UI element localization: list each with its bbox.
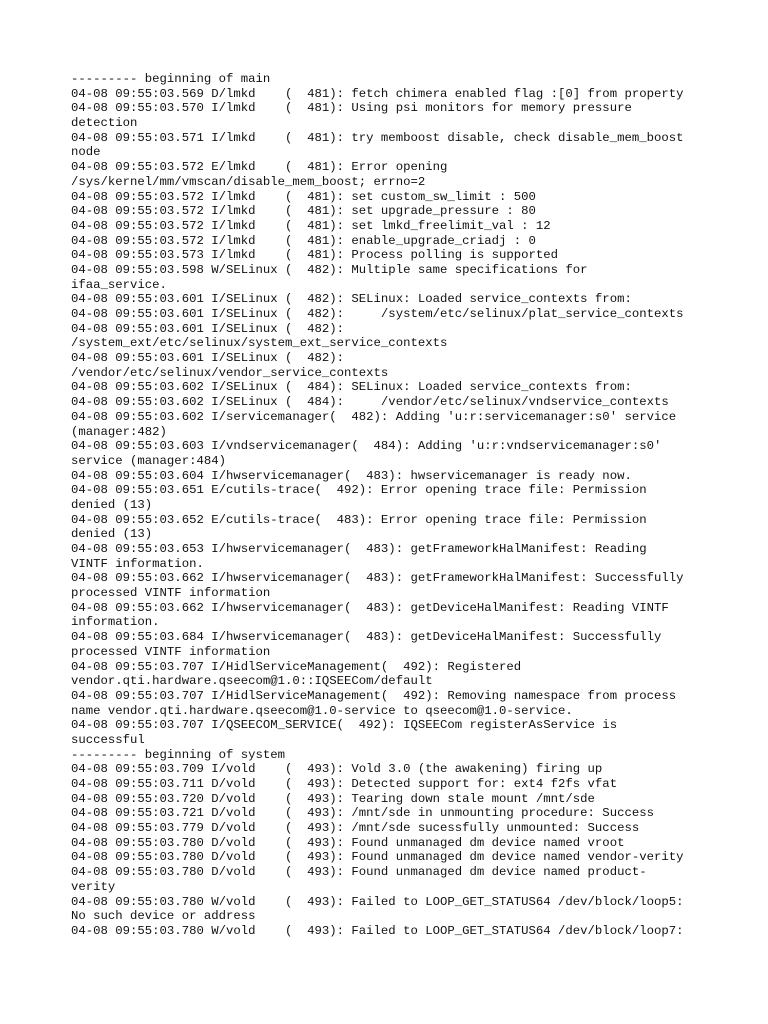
log-line: 04-08 09:55:03.572 I/lmkd ( 481): set upgrade_pressure : 80: [71, 204, 536, 219]
log-line: 04-08 09:55:03.720 D/vold ( 493): Tearing down stale mount /mnt/sde: [71, 791, 595, 806]
log-line: 04-08 09:55:03.707 I/HidlServiceManagement( 492): Removing namespace from process: [71, 688, 677, 703]
log-line: 04-08 09:55:03.572 E/lmkd ( 481): Error opening: [71, 160, 448, 175]
log-line: 04-08 09:55:03.569 D/lmkd ( 481): fetch chimera enabled flag :[0] from property: [71, 86, 684, 101]
log-line: 04-08 09:55:03.780 D/vold ( 493): Found unmanaged dm device named product-: [71, 865, 647, 880]
log-line: 04-08 09:55:03.601 I/SELinux ( 482): SELinux: Loaded service_contexts from:: [71, 292, 632, 307]
log-line: successful: [71, 732, 145, 747]
log-line: 04-08 09:55:03.662 I/hwservicemanager( 483): getDeviceHalManifest: Reading VINTF: [71, 600, 669, 615]
log-line: 04-08 09:55:03.721 D/vold ( 493): /mnt/sde in unmounting procedure: Success: [71, 806, 654, 821]
log-line: 04-08 09:55:03.601 I/SELinux ( 482):: [71, 351, 345, 366]
log-line: /vendor/etc/selinux/vendor_service_contexts: [71, 365, 389, 380]
log-line: 04-08 09:55:03.602 I/SELinux ( 484): /vendor/etc/selinux/vndservice_contexts: [71, 395, 669, 410]
log-line: 04-08 09:55:03.651 E/cutils-trace( 492): Error opening trace file: Permission: [71, 483, 647, 498]
log-line: 04-08 09:55:03.684 I/hwservicemanager( 483): getDeviceHalManifest: Successfully: [71, 630, 662, 645]
log-line: 04-08 09:55:03.780 D/vold ( 493): Found unmanaged dm device named vendor-verity: [71, 850, 684, 865]
log-line: 04-08 09:55:03.603 I/vndservicemanager( 484): Adding 'u:r:vndservicemanager:s0': [71, 439, 662, 454]
log-line: 04-08 09:55:03.601 I/SELinux ( 482): /system/etc/selinux/plat_service_contexts: [71, 307, 684, 321]
log-line: 04-08 09:55:03.598 W/SELinux ( 482): Multiple same specifications for: [71, 262, 588, 277]
log-line: detection: [71, 116, 138, 131]
log-line: 04-08 09:55:03.601 I/SELinux ( 482):: [71, 321, 345, 336]
log-line: ifaa_service.: [71, 277, 167, 292]
log-line: verity: [71, 879, 116, 894]
log-line: 04-08 09:55:03.652 E/cutils-trace( 483): Error opening trace file: Permission: [71, 512, 647, 527]
log-line: 04-08 09:55:03.711 D/vold ( 493): Detected support for: ext4 f2fs vfat: [71, 777, 618, 791]
log-line: --------- beginning of system: [71, 747, 286, 762]
log-line: 04-08 09:55:03.572 I/lmkd ( 481): set custom_sw_limit : 500: [71, 189, 536, 204]
log-line: 04-08 09:55:03.571 I/lmkd ( 481): try memboost disable, check disable_mem_boost: [71, 130, 684, 145]
log-line: information.: [71, 615, 160, 630]
log-line: 04-08 09:55:03.779 D/vold ( 493): /mnt/sde sucessfully unmounted: Success: [71, 821, 640, 836]
log-line: (manager:482): [71, 424, 167, 439]
log-text-page: [71, 72, 711, 939]
log-line: VINTF information.: [71, 556, 204, 571]
log-line: /sys/kernel/mm/vmscan/disable_mem_boost; errno=2: [71, 174, 426, 189]
log-line: /system_ext/etc/selinux/system_ext_service_contexts: [71, 336, 448, 351]
log-line: 04-08 09:55:03.780 D/vold ( 493): Found unmanaged dm device named vroot: [71, 835, 625, 850]
log-line: 04-08 09:55:03.572 I/lmkd ( 481): set lmkd_freelimit_val : 12: [71, 218, 551, 233]
log-line: No such device or address: [71, 909, 256, 924]
log-line: node: [71, 145, 101, 160]
log-line: --------- beginning of main: [71, 72, 271, 86]
log-line: 04-08 09:55:03.707 I/QSEECOM_SERVICE( 492): IQSEECom registerAsService is: [71, 718, 618, 733]
log-line: 04-08 09:55:03.570 I/lmkd ( 481): Using psi monitors for memory pressure: [71, 101, 632, 116]
log-line: 04-08 09:55:03.602 I/SELinux ( 484): SELinux: Loaded service_contexts from:: [71, 380, 632, 395]
log-line: denied (13): [71, 497, 153, 512]
log-line: vendor.qti.hardware.qseecom@1.0::IQSEECom/default: [71, 674, 433, 689]
log-line: 04-08 09:55:03.604 I/hwservicemanager( 483): hwservicemanager is ready now.: [71, 468, 632, 483]
log-line: 04-08 09:55:03.780 W/vold ( 493): Failed to LOOP_GET_STATUS64 /dev/block/loop7:: [71, 923, 684, 938]
log-line: 04-08 09:55:03.709 I/vold ( 493): Vold 3.0 (the awakening) firing up: [71, 762, 603, 777]
log-line: 04-08 09:55:03.573 I/lmkd ( 481): Process polling is supported: [71, 248, 559, 263]
log-line: 04-08 09:55:03.707 I/HidlServiceManagement( 492): Registered: [71, 659, 522, 674]
log-line: denied (13): [71, 527, 153, 542]
log-line: processed VINTF information: [71, 644, 271, 659]
log-line: 04-08 09:55:03.662 I/hwservicemanager( 483): getFrameworkHalManifest: Successfully: [71, 571, 684, 586]
log-line: 04-08 09:55:03.780 W/vold ( 493): Failed to LOOP_GET_STATUS64 /dev/block/loop5:: [71, 894, 684, 909]
log-line: processed VINTF information: [71, 586, 271, 601]
log-line: 04-08 09:55:03.653 I/hwservicemanager( 483): getFrameworkHalManifest: Reading: [71, 542, 647, 556]
log-line: name vendor.qti.hardware.qseecom@1.0-service to qseecom@1.0-service.: [71, 703, 573, 718]
log-line: service (manager:484): [71, 453, 226, 468]
log-line: 04-08 09:55:03.572 I/lmkd ( 481): enable_upgrade_criadj : 0: [71, 233, 536, 248]
log-line: 04-08 09:55:03.602 I/servicemanager( 482): Adding 'u:r:servicemanager:s0' service: [71, 409, 677, 424]
